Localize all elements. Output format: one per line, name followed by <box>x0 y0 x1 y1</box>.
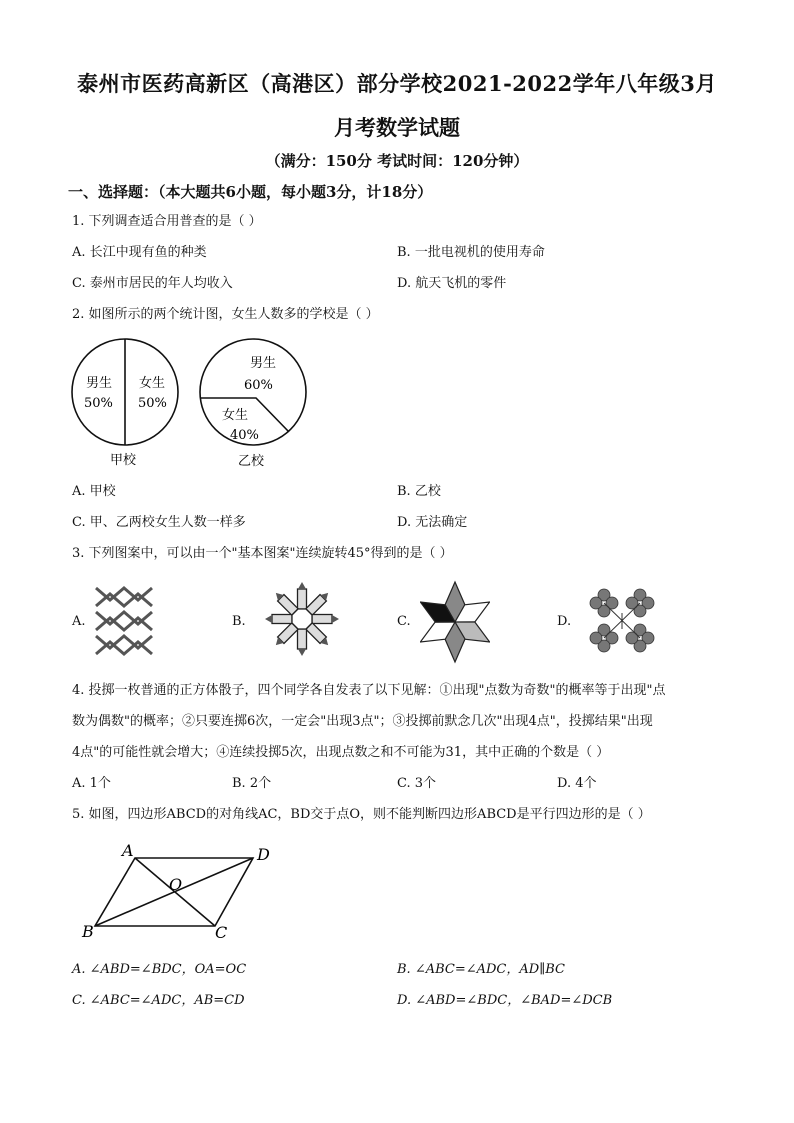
q1-option-d: D. 航天飞机的零件 <box>397 276 507 291</box>
vertex-c-label: C <box>215 923 228 942</box>
exam-title-line1: 泰州市医药高新区（高港区）部分学校2021-2022学年八年级3月 <box>77 71 717 96</box>
pie-jia-boy-label: 男生 <box>86 376 113 391</box>
vertex-a-label: A <box>122 841 134 860</box>
q5-option-d: D. ∠ABD=∠BDC，∠BAD=∠DCB <box>397 993 613 1008</box>
exam-title-line2: 月考数学试题 <box>334 115 460 140</box>
q3-option-c: C. <box>397 614 411 629</box>
q2-option-a: A. 甲校 <box>72 484 116 499</box>
q4-option-c: C. 3个 <box>397 776 437 791</box>
q4-line1: 4. 投掷一枚普通的正方体骰子，四个同学各自发表了以下见解：①出现"点数为奇数"的概率等于出现"点 <box>72 683 666 698</box>
q2-stem: 2. 如图所示的两个统计图，女生人数多的学校是（ ） <box>72 307 379 322</box>
pie-yi-girl-label: 女生 <box>222 408 249 423</box>
q3-figure-d-clovers <box>582 583 662 659</box>
q2-pie-figures <box>60 330 320 475</box>
exam-subtitle: （满分：150分 考试时间：120分钟） <box>265 152 529 170</box>
section-heading: 一、选择题：（本大题共6小题，每小题3分，计18分） <box>68 183 433 201</box>
pie-jia-boy-pct: 50% <box>84 396 113 411</box>
q4-option-a: A. 1个 <box>72 776 111 791</box>
q4-option-b: B. 2个 <box>232 776 272 791</box>
pie-yi-boy-label: 男生 <box>250 356 277 371</box>
q5-parallelogram-figure <box>78 838 278 944</box>
q3-option-d: D. <box>557 614 572 629</box>
q2-option-b: B. 乙校 <box>397 484 441 499</box>
pie-yi-boy-pct: 60% <box>244 378 273 393</box>
q1-option-b: B. 一批电视机的使用寿命 <box>397 245 545 260</box>
q4-line3: 4点"的可能性就会增大；④连续投掷5次，出现点数之和不可能为31，其中正确的个数是（ ） <box>72 745 610 760</box>
q5-option-a: A. ∠ABD=∠BDC，OA=OC <box>72 962 247 977</box>
vertex-o-label: O <box>169 875 183 894</box>
q1-option-a: A. 长江中现有鱼的种类 <box>72 245 207 260</box>
pie-yi-school-label: 乙校 <box>238 454 265 469</box>
pie-yi-girl-pct: 40% <box>230 428 259 443</box>
q3-option-b: B. <box>232 614 246 629</box>
pie-jia-girl-label: 女生 <box>139 376 166 391</box>
q1-option-c: C. 泰州市居民的年人均收入 <box>72 276 233 291</box>
pie-jia-girl-pct: 50% <box>138 396 167 411</box>
q5-option-c: C. ∠ABC=∠ADC，AB=CD <box>72 993 245 1008</box>
q4-option-d: D. 4个 <box>557 776 597 791</box>
q2-option-d: D. 无法确定 <box>397 515 468 530</box>
vertex-d-label: D <box>257 845 270 864</box>
q2-option-c: C. 甲、乙两校女生人数一样多 <box>72 515 246 530</box>
pie-jia-school-label: 甲校 <box>110 453 137 468</box>
q3-option-a: A. <box>72 614 86 629</box>
q1-stem: 1. 下列调查适合用普查的是（ ） <box>72 214 262 229</box>
q3-stem: 3. 下列图案中，可以由一个"基本图案"连续旋转45°得到的是（ ） <box>72 546 453 561</box>
q3-figure-c-rhombus-star <box>420 580 490 664</box>
q5-stem: 5. 如图，四边形ABCD的对角线AC，BD交于点O，则不能判断四边形ABCD是平行四边形的是（ ） <box>72 807 651 822</box>
vertex-b-label: B <box>82 922 94 941</box>
q3-figure-b-arrows <box>262 579 342 659</box>
q3-figure-a-lattice <box>92 582 158 662</box>
q5-option-b: B. ∠ABC=∠ADC，AD∥BC <box>397 962 565 977</box>
q4-line2: 数为偶数"的概率；②只要连掷6次，一定会"出现3点"；③投掷前默念几次"出现4点"，投掷结果"出现 <box>72 714 653 729</box>
